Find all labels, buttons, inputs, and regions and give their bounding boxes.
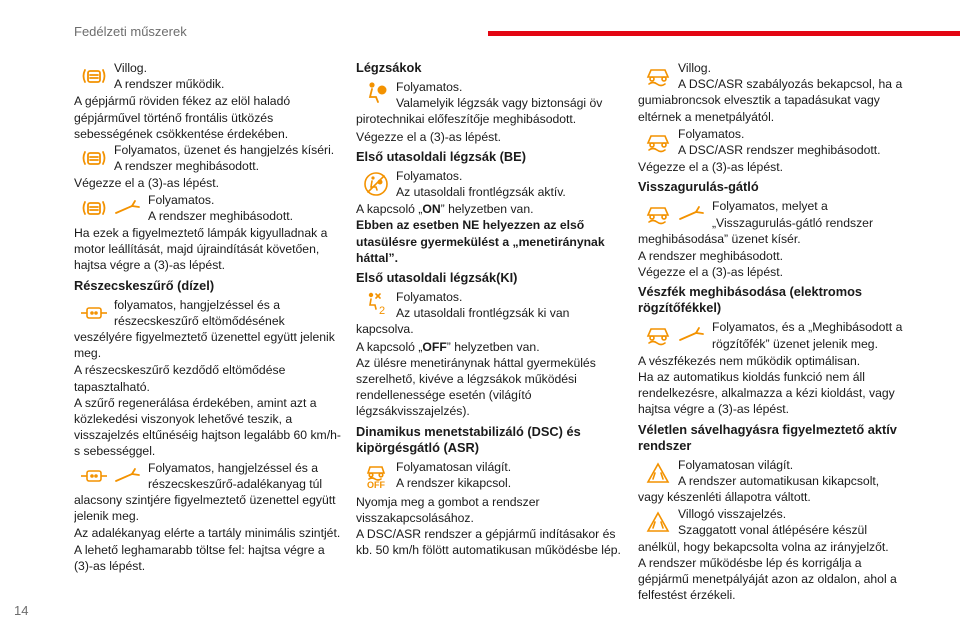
indicator-icons bbox=[638, 457, 674, 489]
section-heading: Részecskeszűrő (dízel) bbox=[74, 277, 215, 293]
indicator-block bbox=[74, 142, 342, 174]
collision-warning-icon bbox=[78, 142, 110, 174]
indicator-icons bbox=[356, 289, 392, 317]
indicator-block bbox=[638, 319, 906, 351]
dsc-off-icon bbox=[360, 459, 392, 493]
paragraph: Az ülésre menetiránynak háttal gyermekülés szerelhető, kivéve a légzsákok működési rendellenessége esetén (világító légzsákvisszajelzés). bbox=[356, 355, 596, 419]
paragraph: A gépjármű röviden fékez az elöl haladó gépjárművel történő frontális ütközés sebességének csökkentése érdekében. bbox=[74, 94, 291, 141]
column-2 bbox=[356, 60, 624, 558]
wrench-icon bbox=[676, 319, 708, 351]
wrench-icon bbox=[676, 198, 708, 230]
airbag-icon bbox=[360, 79, 392, 105]
indicator-icons bbox=[74, 460, 144, 492]
indicator-icons bbox=[638, 126, 674, 158]
paragraph: Végezze el a (3)-as lépést. bbox=[638, 160, 783, 175]
indicator-icons bbox=[356, 79, 392, 105]
paragraph: A vészfékezés nem működik optimálisan. Ha az automatikus kioldás funkció nem áll rendelkezésre, alkalmazza a kézi kioldást, vagy hajtsa végre a (3)-as lépést. bbox=[638, 353, 895, 417]
wrench-icon bbox=[112, 192, 144, 224]
dsc-icon bbox=[642, 60, 674, 92]
paragraph: Ha ezek a figyelmeztető lámpák kigyulladnak a motor leállítását, majd újraindítását követően, hajtsa végre a (3)-as lépést. bbox=[74, 226, 328, 273]
dsc-icon bbox=[642, 319, 674, 351]
running-header: Fedélzeti műszerek bbox=[74, 24, 187, 39]
indicator-text: folyamatos, hangjelzéssel és a részecskeszűrő eltömődésének veszélyére figyelmeztető üzenettel együtt jelenik meg. bbox=[74, 297, 335, 361]
indicator-block bbox=[74, 192, 342, 224]
page-number: 14 bbox=[14, 603, 29, 618]
particle-filter-icon bbox=[78, 297, 110, 329]
indicator-text: Folyamatos. Valamelyik légzsák vagy biztonsági öv pirotechnikai előfeszítője meghibásodott. bbox=[356, 80, 603, 127]
section-heading: Első utasoldali légzsák(KI) bbox=[356, 270, 518, 286]
indicator-block bbox=[356, 168, 624, 200]
section-heading: Légzsákok bbox=[356, 60, 422, 75]
indicator-text: Folyamatosan világít. A rendszer kikapcsol. bbox=[396, 459, 512, 490]
paragraph: Nyomja meg a gombot a rendszer visszakapcsolásához. A DSC/ASR rendszer a gépjármű indításakor és kb. 50 km/h fölött automatikusan működésbe lép. bbox=[356, 494, 621, 558]
indicator-text: Folyamatos. A rendszer meghibásodott. bbox=[148, 192, 293, 223]
indicator-block bbox=[356, 79, 624, 128]
indicator-text: Villog. A rendszer működik. bbox=[114, 61, 225, 92]
wrench-icon bbox=[112, 460, 144, 492]
indicator-icons bbox=[74, 192, 144, 224]
indicator-text: Folyamatos. A DSC/ASR rendszer meghibásodott. bbox=[678, 126, 881, 158]
paragraph: Az adalékanyag elérte a tartály minimális szintjét. A lehető leghamarabb töltse fel: hajtsa végre a (3)-as lépést. bbox=[74, 526, 341, 573]
section-heading: Vészfék meghibásodása (elektromos rögzítőfékkel) bbox=[638, 284, 863, 316]
indicator-icons bbox=[74, 60, 110, 92]
indicator-block bbox=[356, 459, 624, 493]
svg-text:2: 2 bbox=[379, 305, 386, 317]
dsc-icon bbox=[642, 198, 674, 230]
indicator-text: Folyamatos, és a „Meghibásodott a rögzítőfék” üzenet jelenik meg. bbox=[712, 320, 903, 351]
section-heading: Első utasoldali légzsák (BE) bbox=[356, 148, 526, 164]
indicator-block bbox=[638, 457, 906, 506]
indicator-text: Folyamatos, üzenet és hangjelzés kíséri. A rendszer meghibásodott. bbox=[114, 143, 335, 174]
warning-paragraph: Ebben az esetben NE helyezzen az első utasülésre gyermekülést a „menetiránynak háttal”. bbox=[356, 218, 605, 265]
indicator-icons bbox=[638, 60, 674, 92]
indicator-text: Folyamatos, melyet a „Visszagurulás-gátló rendszer meghibásodása” üzenet kísér. bbox=[638, 199, 873, 246]
indicator-icons bbox=[356, 168, 392, 200]
dsc-off-icon-label: OFF bbox=[367, 480, 385, 491]
indicator-icons bbox=[74, 142, 110, 174]
indicator-text: Villogó visszajelzés. Szaggatott vonal átlépésére készül anélkül, hogy bekapcsolta volna az irányjelzőt. A rendszer működésbe lép és korrigálja a gépjármű menetpályáját azon az oldalon, ahol a felfestést érzékeli. bbox=[638, 507, 897, 603]
paragraph: Végezze el a (3)-as lépést. bbox=[74, 176, 219, 191]
paragraph: A rendszer meghibásodott. Végezze el a (3)-as lépést. bbox=[638, 249, 783, 280]
indicator-block bbox=[356, 289, 624, 338]
particle-filter-icon bbox=[78, 460, 110, 492]
column-1 bbox=[74, 60, 342, 574]
indicator-text: Folyamatos. Az utasoldali frontlégzsák aktív. bbox=[396, 168, 566, 200]
passenger-airbag-off-icon bbox=[360, 289, 392, 317]
paragraph: Végezze el a (3)-as lépést. bbox=[356, 129, 501, 144]
collision-warning-icon bbox=[78, 60, 110, 92]
indicator-block bbox=[74, 297, 342, 362]
indicator-block bbox=[638, 198, 906, 247]
section-heading: Dinamikus menetstabilizáló (DSC) és kipörgésgátló (ASR) bbox=[356, 423, 581, 455]
section-heading: Véletlen sávelhagyásra figyelmeztető aktív rendszer bbox=[638, 421, 897, 453]
indicator-icons bbox=[638, 506, 674, 538]
indicator-text: Folyamatos, hangjelzéssel és a részecskeszűrő-adalékanyag túl alacsony szintjére figyelmeztető üzenettel együtt jelenik meg. bbox=[74, 460, 336, 524]
indicator-block bbox=[74, 60, 342, 92]
column-3 bbox=[638, 60, 906, 604]
indicator-icons bbox=[356, 459, 392, 493]
indicator-icons bbox=[638, 198, 708, 230]
paragraph: A kapcsoló „ON” helyzetben van. bbox=[356, 202, 534, 217]
indicator-text: Folyamatos. Az utasoldali frontlégzsák ki van kapcsolva. bbox=[356, 290, 570, 337]
lane-departure-icon bbox=[642, 506, 674, 538]
passenger-airbag-on-icon bbox=[360, 168, 392, 200]
indicator-block bbox=[74, 460, 342, 525]
indicator-block bbox=[638, 506, 906, 603]
lane-departure-icon bbox=[642, 457, 674, 489]
indicator-icons bbox=[74, 297, 110, 329]
collision-warning-icon bbox=[78, 192, 110, 224]
header-accent-bar bbox=[488, 31, 960, 36]
paragraph: A részecskeszűrő kezdődő eltömődése tapasztalható. A szűrő regenerálása érdekében, amint azt a közlekedési viszonyok lehetővé teszik, a visszajelzés eltűnéséig hajtson legalább 60 km/h-s sebességgel. bbox=[74, 363, 341, 459]
indicator-text: Villog. A DSC/ASR szabályozás bekapcsol, ha a gumiabroncsok elvesztik a tapadásukat vagy eltérnek a menetpályától. bbox=[638, 61, 903, 124]
section-heading: Visszagurulás-gátló bbox=[638, 179, 759, 195]
dsc-icon bbox=[642, 126, 674, 158]
paragraph: A kapcsoló „OFF” helyzetben van. bbox=[356, 339, 540, 354]
indicator-block bbox=[638, 60, 906, 125]
indicator-icons bbox=[638, 319, 708, 351]
indicator-block bbox=[638, 126, 906, 158]
indicator-text: Folyamatosan világít. A rendszer automatikusan kikapcsolt, vagy készenléti állapotra váltott. bbox=[638, 457, 880, 505]
